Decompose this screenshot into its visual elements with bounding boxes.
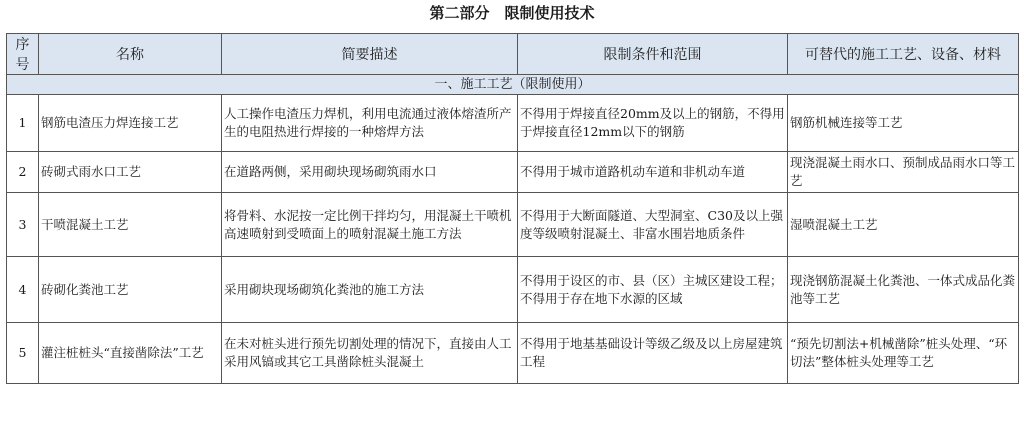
cell-desc: 将骨料、水泥按一定比例干拌均匀，用混凝土干喷机高速喷射到受喷面上的喷射混凝土施工方法 xyxy=(222,193,518,257)
table-row xyxy=(7,193,1019,257)
table-row xyxy=(7,95,1019,152)
table-header-row xyxy=(7,34,1019,75)
cell-seq: 1 xyxy=(7,95,39,152)
table-row xyxy=(7,152,1019,193)
cell-seq: 3 xyxy=(7,193,39,257)
restricted-tech-table xyxy=(6,33,1019,384)
cell-name: 砖砌式雨水口工艺 xyxy=(39,152,222,193)
cell-limit: 不得用于城市道路机动车道和非机动车道 xyxy=(518,152,788,193)
cell-desc: 人工操作电渣压力焊机，利用电流通过液体熔渣所产生的电阻热进行焊接的一种熔焊方法 xyxy=(222,95,518,152)
cell-desc: 在道路两侧，采用砌块现场砌筑雨水口 xyxy=(222,152,518,193)
cell-seq: 2 xyxy=(7,152,39,193)
cell-desc: 在未对桩头进行预先切割处理的情况下，直接由人工采用风镐或其它工具凿除桩头混凝土 xyxy=(222,323,518,384)
table-row xyxy=(7,323,1019,384)
header-seq: 序号 xyxy=(7,34,39,75)
cell-alt: 湿喷混凝土工艺 xyxy=(788,193,1019,257)
cell-seq: 5 xyxy=(7,323,39,384)
header-limit: 限制条件和范围 xyxy=(518,34,788,75)
cell-name: 钢筋电渣压力焊连接工艺 xyxy=(39,95,222,152)
cell-limit: 不得用于设区的市、县（区）主城区建设工程；不得用于存在地下水源的区域 xyxy=(518,257,788,323)
cell-alt: 现浇混凝土雨水口、预制成品雨水口等工艺 xyxy=(788,152,1019,193)
cell-name: 灌注桩桩头“直接凿除法”工艺 xyxy=(39,323,222,384)
cell-limit: 不得用于大断面隧道、大型洞室、C30及以上强度等级喷射混凝土、非富水围岩地质条件 xyxy=(518,193,788,257)
table-row xyxy=(7,257,1019,323)
cell-seq: 4 xyxy=(7,257,39,323)
cell-limit: 不得用于焊接直径20mm及以上的钢筋，不得用于焊接直径12mm以下的钢筋 xyxy=(518,95,788,152)
cell-alt: “预先切割法+机械凿除”桩头处理、“环切法”整体桩头处理等工艺 xyxy=(788,323,1019,384)
cell-limit: 不得用于地基基础设计等级乙级及以上房屋建筑工程 xyxy=(518,323,788,384)
header-alt: 可替代的施工工艺、设备、材料 xyxy=(788,34,1019,75)
cell-name: 干喷混凝土工艺 xyxy=(39,193,222,257)
cell-alt: 现浇钢筋混凝土化粪池、一体式成品化粪池等工艺 xyxy=(788,257,1019,323)
cell-name: 砖砌化粪池工艺 xyxy=(39,257,222,323)
cell-desc: 采用砌块现场砌筑化粪池的施工方法 xyxy=(222,257,518,323)
header-desc: 简要描述 xyxy=(222,34,518,75)
header-name: 名称 xyxy=(39,34,222,75)
section-title: 一、施工工艺（限制使用） xyxy=(7,75,1019,95)
section-row xyxy=(7,75,1019,95)
cell-alt: 钢筋机械连接等工艺 xyxy=(788,95,1019,152)
page-title: 第二部分 限制使用技术 xyxy=(429,4,595,22)
